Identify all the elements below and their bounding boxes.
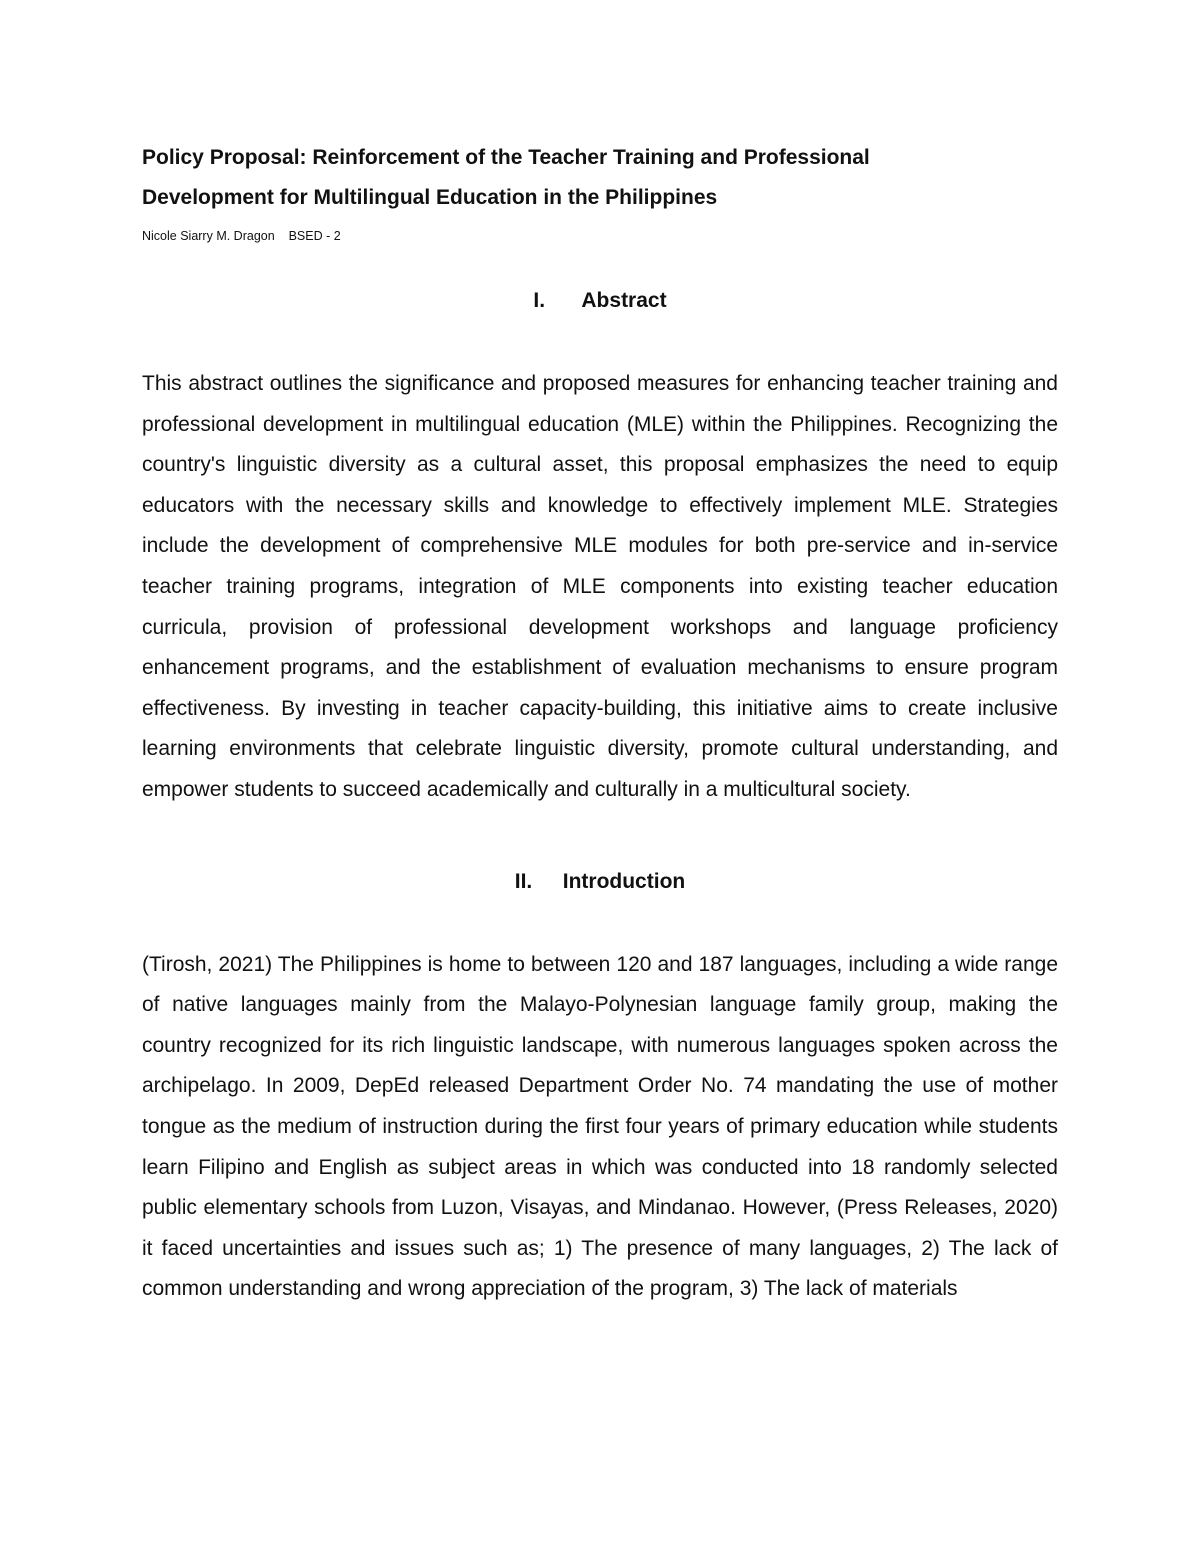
section-heading-abstract [142,288,1058,314]
author-line: Nicole Siarry M. Dragon BSED - 2 [142,229,341,243]
section-title: Introduction [562,869,686,893]
section-number: II. [514,869,533,893]
abstract-paragraph: This abstract outlines the significance and proposed measures for enhancing teacher training and professional development in multilingual education (MLE) within the Philippines. Recognizing the country's linguistic diversity as a cultural asset, this proposal emphasizes the need to equip educators with the necessary skills and knowledge to effectively implement MLE. Strategies include the development of comprehensive MLE modules for both pre-service and in-service teacher training programs, integration of MLE components into existing teacher education curricula, provision of professional development workshops and language proficiency enhancement programs, and the establishment of evaluation mechanisms to ensure program effectiveness. By investing in teacher capacity-building, this initiative aims to create inclusive learning environments that celebrate linguistic diversity, promote cultural understanding, and empower students to succeed academically and culturally in a multicultural society. [142,372,1058,801]
section-heading-introduction [142,869,1058,895]
introduction-paragraph: (Tirosh, 2021) The Philippines is home to between 120 and 187 languages, including a wide range of native languages mainly from the Malayo-Polynesian language family group, making the country recognized for its rich linguistic landscape, with numerous languages spoken across the archipelago. In 2009, DepEd released Department Order No. 74 mandating the use of mother tongue as the medium of instruction during the first four years of primary education while students learn Filipino and English as subject areas in which was conducted into 18 randomly selected public elementary schools from Luzon, Visayas, and Mindanao. However, (Press Releases, 2020) it faced uncertainties and issues such as; 1) The presence of many languages, 2) The lack of common understanding and wrong appreciation of the program, 3) The lack of materials [142,952,1058,1301]
section-number: I. [533,289,546,312]
document-title-line-2: Development for Multilingual Education in the Philippines [142,186,718,209]
section-title: Abstract [581,289,667,312]
document-title [142,138,1058,218]
document-title-line-1: Policy Proposal: Reinforcement of the Teacher Training and Professional [142,146,870,169]
document-page [142,138,1058,1310]
